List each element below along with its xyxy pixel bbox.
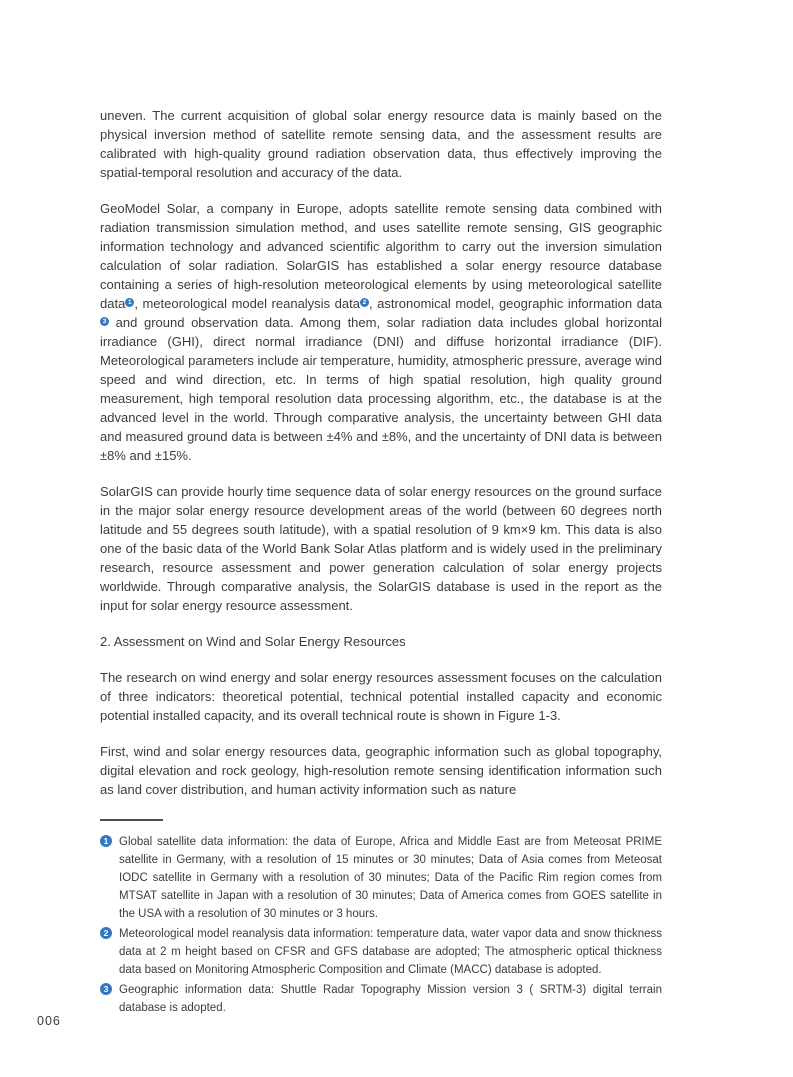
- paragraph-geomodel-text-2: , meteorological model reanalysis data: [134, 296, 360, 311]
- footnote-2-text: Meteorological model reanalysis data information: temperature data, water vapor data and snow thickness data at 2 m height based on CFSR and GFS database are adopted; The atmospheric optical thickness data based on Monitoring Atmospheric Composition and Climate (MACC) database is adopted.: [119, 928, 662, 976]
- footnote-1-text: Global satellite data information: the data of Europe, Africa and Middle East are from Meteosat PRIME satellite in Germany, with a resolution of 15 minutes or 30 minutes; Data of Asia comes from Meteosat IODC satellite in Germany with a resolution of 30 minutes; Data of the Pacific Rim region comes from MTSAT satellite in Japan with a resolution of 30 minutes; Data of America comes from GOES satellite in the USA with a resolution of 30 minutes or 3 hours.: [119, 836, 662, 920]
- footnote-item-3: [100, 981, 662, 1017]
- footnote-item-1: [100, 833, 662, 923]
- paragraph-solargis-coverage: SolarGIS can provide hourly time sequence data of solar energy resources on the ground surface in the major solar energy resource development areas of the world (between 60 degrees north latitude and 55 degrees south latitude), with a spatial resolution of 9 km×9 km. This data is also one of the basic data of the World Bank Solar Atlas platform and is widely used in the preliminary research, resource assessment and power generation calculation of solar energy projects worldwide. Through comparative analysis, the SolarGIS database is used in the report as the input for solar energy resource assessment.: [100, 484, 662, 613]
- paragraph-geomodel-text-1: GeoModel Solar, a company in Europe, adopts satellite remote sensing data combined with radiation transmission simulation method, and uses satellite remote sensing, GIS geographic information technology and advanced scientific algorithm to carry out the inversion simulation calculation of solar radiation. SolarGIS has established a solar energy resource database containing a series of high-resolution meteorological elements by using meteorological satellite data: [100, 201, 662, 311]
- footnote-item-2: [100, 925, 662, 979]
- paragraph-geomodel-solar: [100, 199, 662, 465]
- footnote-3-number-icon: 3: [100, 983, 112, 995]
- footnote-separator: [100, 819, 163, 821]
- paragraph-solar-data-acquisition: uneven. The current acquisition of global solar energy resource data is mainly based on the physical inversion method of satellite remote sensing data, and the assessment results are calibrated with high-quality ground radiation observation data, thus effectively improving the spatial-temporal resolution and accuracy of the data.: [100, 108, 662, 180]
- footnote-ref-2-icon: 2: [360, 298, 369, 307]
- footnote-ref-1-icon: 1: [125, 298, 134, 307]
- footnote-ref-3-icon: 3: [100, 317, 109, 326]
- page-number: 006: [37, 1014, 61, 1028]
- paragraph-geomodel-text-3: , astronomical model, geographic information data: [368, 296, 662, 311]
- text-column: [100, 106, 662, 1019]
- footnote-1-number-icon: 1: [100, 835, 112, 847]
- paragraph-first-data-inputs: First, wind and solar energy resources data, geographic information such as global topography, digital elevation and rock geology, high-resolution remote sensing identification information such as land cover distribution, and human activity information such as nature: [100, 744, 662, 797]
- footnote-2-number-icon: 2: [100, 927, 112, 939]
- paragraph-geomodel-text-4: and ground observation data. Among them, solar radiation data includes global horizontal irradiance (GHI), direct normal irradiance (DNI) and diffuse horizontal irradiance (DIF). Meteorological parameters include air temperature, humidity, atmospheric pressure, average wind speed and wind direction, etc. In terms of high spatial resolution, high quality ground measurement, high temporal resolution data processing algorithm, etc., the database is at the advanced level in the world. Through comparative analysis, the uncertainty between GHI data and measured ground data is between ±4% and ±8%, and the uncertainty of DNI data is between ±8% and ±15%.: [100, 315, 662, 463]
- paragraph-research-indicators: The research on wind energy and solar energy resources assessment focuses on the calculation of three indicators: theoretical potential, technical potential installed capacity and economic potential installed capacity, and its overall technical route is shown in Figure 1-3.: [100, 670, 662, 723]
- footnote-3-text: Geographic information data: Shuttle Radar Topography Mission version 3 ( SRTM-3) digital terrain database is adopted.: [119, 984, 662, 1014]
- section-heading-assessment: 2. Assessment on Wind and Solar Energy Resources: [100, 634, 406, 649]
